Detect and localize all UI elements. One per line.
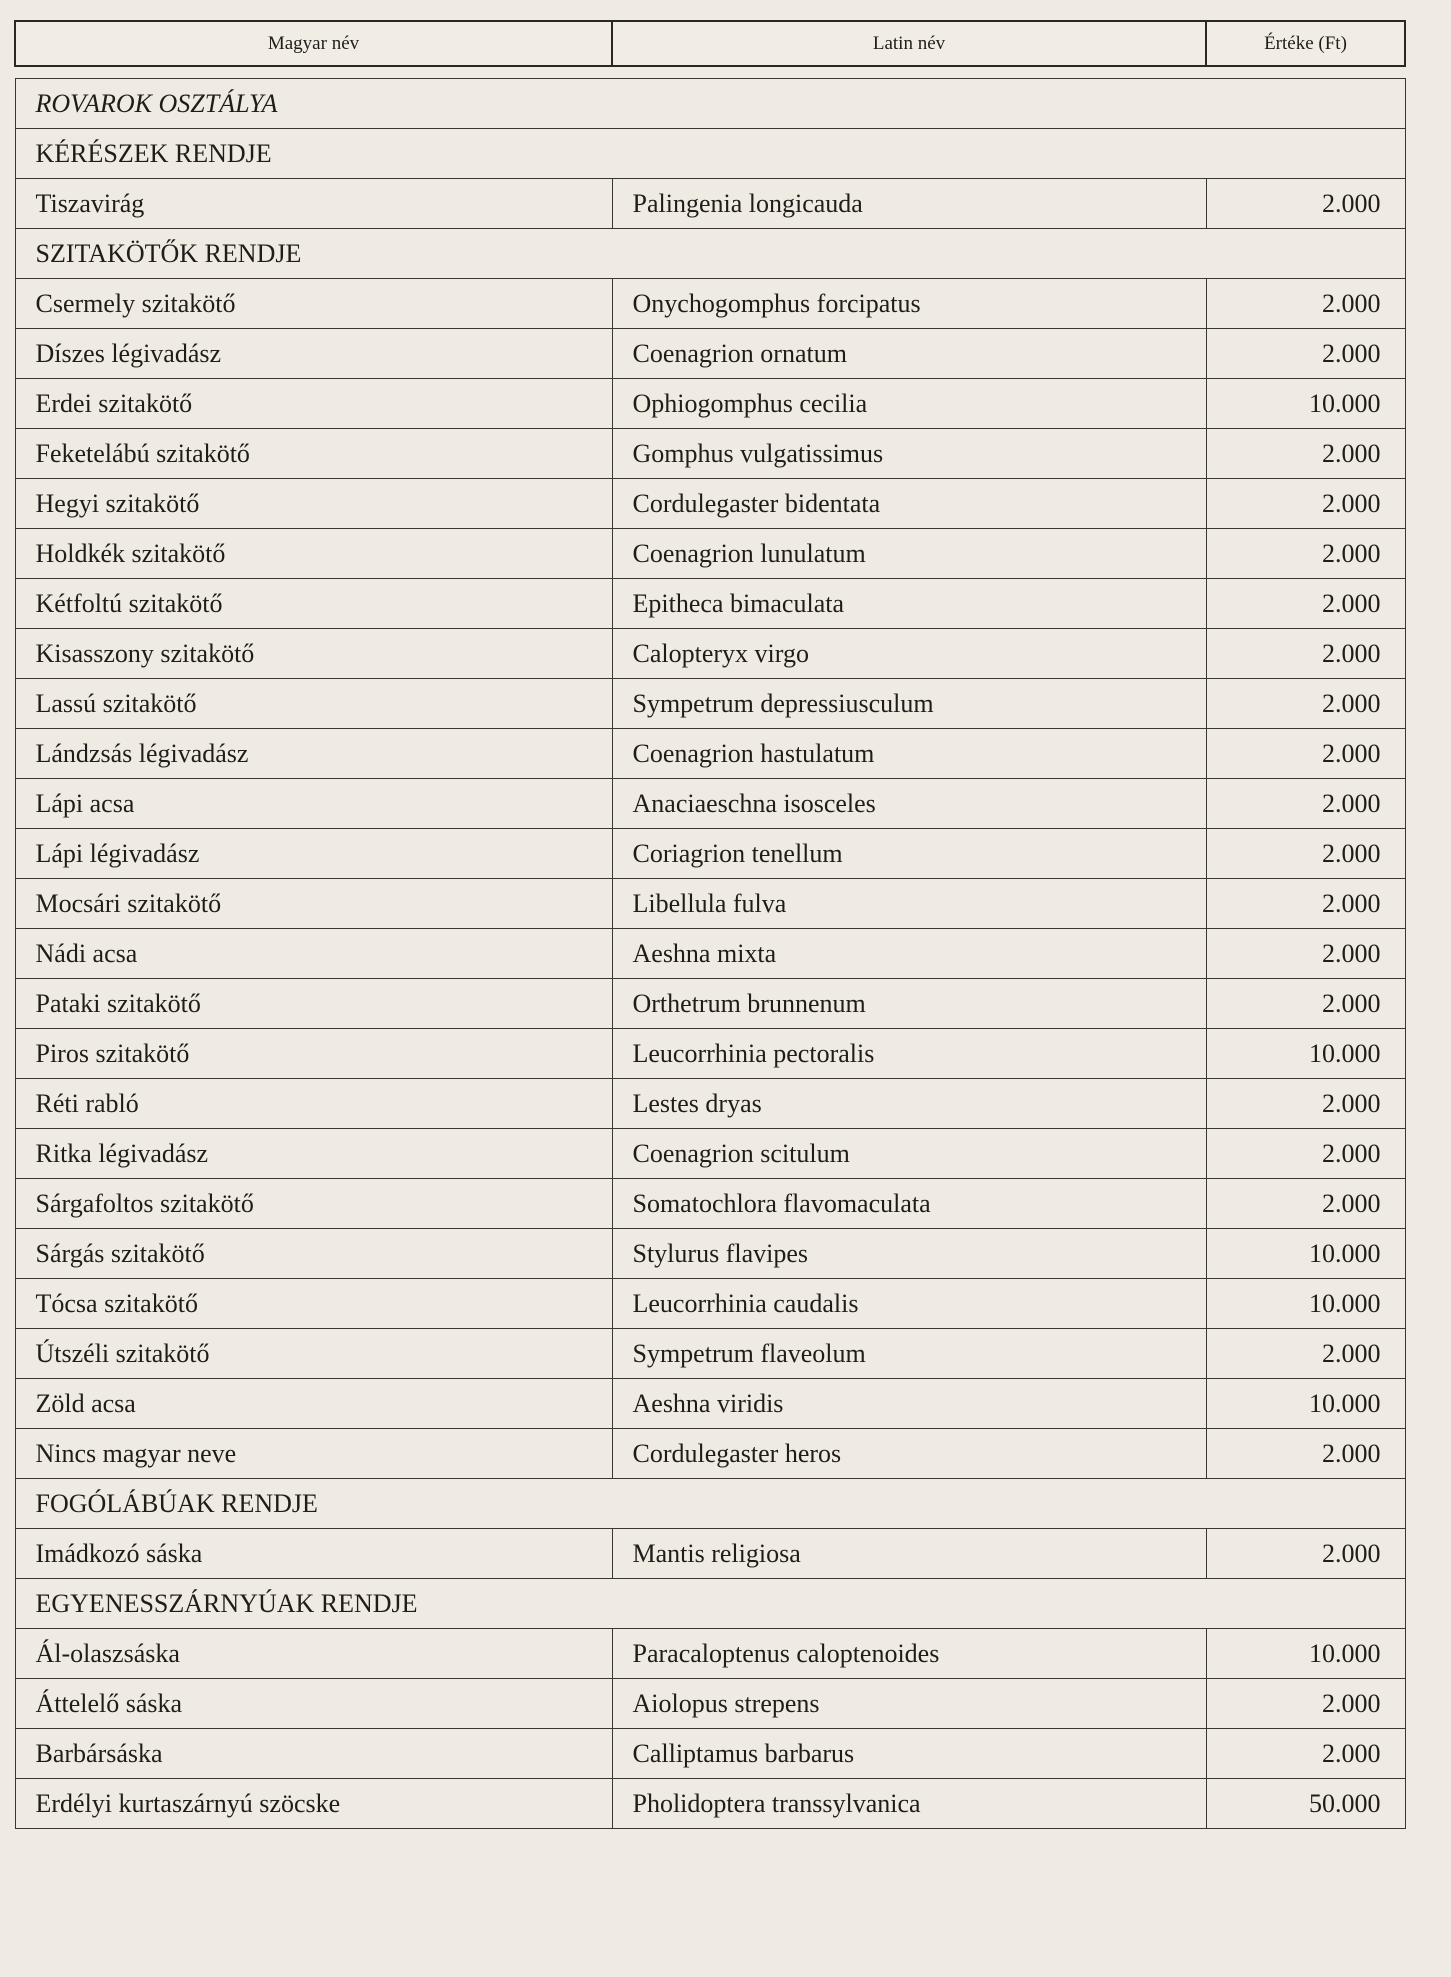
hungarian-name-cell: Feketelábú szitakötő bbox=[15, 429, 612, 479]
value-cell: 2.000 bbox=[1206, 1079, 1405, 1129]
section-heading: SZITAKÖTŐK RENDJE bbox=[15, 229, 1405, 279]
species-value-table bbox=[14, 20, 1406, 1829]
hungarian-name-cell: Csermely szitakötő bbox=[15, 279, 612, 329]
table-row bbox=[15, 879, 1405, 929]
hungarian-name-cell: Lassú szitakötő bbox=[15, 679, 612, 729]
hungarian-name-cell: Lápi légivadász bbox=[15, 829, 612, 879]
table-row bbox=[15, 1779, 1405, 1829]
latin-name-cell: Pholidoptera transsylvanica bbox=[612, 1779, 1206, 1829]
value-cell: 2.000 bbox=[1206, 529, 1405, 579]
table-row bbox=[15, 1329, 1405, 1379]
section-row bbox=[15, 129, 1405, 179]
table-row bbox=[15, 929, 1405, 979]
hungarian-name-cell: Réti rabló bbox=[15, 1079, 612, 1129]
latin-name-cell: Coenagrion scitulum bbox=[612, 1129, 1206, 1179]
hungarian-name-cell: Zöld acsa bbox=[15, 1379, 612, 1429]
hungarian-name-cell: Kisasszony szitakötő bbox=[15, 629, 612, 679]
hungarian-name-cell: Tócsa szitakötő bbox=[15, 1279, 612, 1329]
table-row bbox=[15, 279, 1405, 329]
species-value-table-page bbox=[14, 20, 1404, 1829]
value-cell: 2.000 bbox=[1206, 1679, 1405, 1729]
value-cell: 10.000 bbox=[1206, 379, 1405, 429]
latin-name-cell: Aeshna mixta bbox=[612, 929, 1206, 979]
value-cell: 10.000 bbox=[1206, 1629, 1405, 1679]
table-row bbox=[15, 1679, 1405, 1729]
latin-name-cell: Coenagrion ornatum bbox=[612, 329, 1206, 379]
table-row bbox=[15, 1079, 1405, 1129]
latin-name-cell: Libellula fulva bbox=[612, 879, 1206, 929]
table-row bbox=[15, 679, 1405, 729]
hungarian-name-cell: Hegyi szitakötő bbox=[15, 479, 612, 529]
value-cell: 2.000 bbox=[1206, 629, 1405, 679]
latin-name-cell: Somatochlora flavomaculata bbox=[612, 1179, 1206, 1229]
value-cell: 2.000 bbox=[1206, 329, 1405, 379]
section-heading: EGYENESSZÁRNYÚAK RENDJE bbox=[15, 1579, 1405, 1629]
column-header-hungarian-name: Magyar név bbox=[15, 21, 612, 66]
value-cell: 2.000 bbox=[1206, 1179, 1405, 1229]
value-cell: 2.000 bbox=[1206, 479, 1405, 529]
hungarian-name-cell: Sárgafoltos szitakötő bbox=[15, 1179, 612, 1229]
hungarian-name-cell: Nincs magyar neve bbox=[15, 1429, 612, 1479]
column-header-latin-name: Latin név bbox=[612, 21, 1206, 66]
latin-name-cell: Orthetrum brunnenum bbox=[612, 979, 1206, 1029]
latin-name-cell: Mantis religiosa bbox=[612, 1529, 1206, 1579]
latin-name-cell: Coenagrion lunulatum bbox=[612, 529, 1206, 579]
hungarian-name-cell: Díszes légivadász bbox=[15, 329, 612, 379]
latin-name-cell: Onychogomphus forcipatus bbox=[612, 279, 1206, 329]
table-row bbox=[15, 979, 1405, 1029]
value-cell: 2.000 bbox=[1206, 879, 1405, 929]
table-row bbox=[15, 529, 1405, 579]
column-header-value: Értéke (Ft) bbox=[1206, 21, 1405, 66]
hungarian-name-cell: Holdkék szitakötő bbox=[15, 529, 612, 579]
value-cell: 2.000 bbox=[1206, 929, 1405, 979]
value-cell: 2.000 bbox=[1206, 429, 1405, 479]
hungarian-name-cell: Ritka légivadász bbox=[15, 1129, 612, 1179]
value-cell: 2.000 bbox=[1206, 779, 1405, 829]
hungarian-name-cell: Kétfoltú szitakötő bbox=[15, 579, 612, 629]
table-row bbox=[15, 179, 1405, 229]
value-cell: 2.000 bbox=[1206, 829, 1405, 879]
table-row bbox=[15, 579, 1405, 629]
hungarian-name-cell: Áttelelő sáska bbox=[15, 1679, 612, 1729]
hungarian-name-cell: Lándzsás légivadász bbox=[15, 729, 612, 779]
value-cell: 2.000 bbox=[1206, 1329, 1405, 1379]
value-cell: 2.000 bbox=[1206, 179, 1405, 229]
latin-name-cell: Stylurus flavipes bbox=[612, 1229, 1206, 1279]
latin-name-cell: Aeshna viridis bbox=[612, 1379, 1206, 1429]
table-row bbox=[15, 1629, 1405, 1679]
hungarian-name-cell: Erdélyi kurtaszárnyú szöcske bbox=[15, 1779, 612, 1829]
section-heading: FOGÓLÁBÚAK RENDJE bbox=[15, 1479, 1405, 1529]
latin-name-cell: Epitheca bimaculata bbox=[612, 579, 1206, 629]
table-row bbox=[15, 1279, 1405, 1329]
latin-name-cell: Leucorrhinia pectoralis bbox=[612, 1029, 1206, 1079]
table-body bbox=[15, 79, 1405, 1829]
hungarian-name-cell: Pataki szitakötő bbox=[15, 979, 612, 1029]
table-row bbox=[15, 729, 1405, 779]
table-row bbox=[15, 629, 1405, 679]
section-row bbox=[15, 79, 1405, 129]
latin-name-cell: Paracaloptenus caloptenoides bbox=[612, 1629, 1206, 1679]
table-row bbox=[15, 779, 1405, 829]
table-row bbox=[15, 479, 1405, 529]
section-row bbox=[15, 1579, 1405, 1629]
latin-name-cell: Sympetrum depressiusculum bbox=[612, 679, 1206, 729]
hungarian-name-cell: Imádkozó sáska bbox=[15, 1529, 612, 1579]
table-row bbox=[15, 1729, 1405, 1779]
hungarian-name-cell: Piros szitakötő bbox=[15, 1029, 612, 1079]
latin-name-cell: Coenagrion hastulatum bbox=[612, 729, 1206, 779]
table-row bbox=[15, 379, 1405, 429]
table-row bbox=[15, 329, 1405, 379]
section-row bbox=[15, 1479, 1405, 1529]
latin-name-cell: Cordulegaster heros bbox=[612, 1429, 1206, 1479]
table-row bbox=[15, 1129, 1405, 1179]
section-heading: ROVAROK OSZTÁLYA bbox=[15, 79, 1405, 129]
value-cell: 2.000 bbox=[1206, 579, 1405, 629]
latin-name-cell: Sympetrum flaveolum bbox=[612, 1329, 1206, 1379]
header-row bbox=[15, 21, 1405, 66]
value-cell: 50.000 bbox=[1206, 1779, 1405, 1829]
latin-name-cell: Aiolopus strepens bbox=[612, 1679, 1206, 1729]
hungarian-name-cell: Erdei szitakötő bbox=[15, 379, 612, 429]
section-row bbox=[15, 229, 1405, 279]
latin-name-cell: Leucorrhinia caudalis bbox=[612, 1279, 1206, 1329]
section-heading: KÉRÉSZEK RENDJE bbox=[15, 129, 1405, 179]
latin-name-cell: Calliptamus barbarus bbox=[612, 1729, 1206, 1779]
hungarian-name-cell: Mocsári szitakötő bbox=[15, 879, 612, 929]
table-row bbox=[15, 1529, 1405, 1579]
value-cell: 2.000 bbox=[1206, 1129, 1405, 1179]
value-cell: 2.000 bbox=[1206, 679, 1405, 729]
hungarian-name-cell: Lápi acsa bbox=[15, 779, 612, 829]
value-cell: 10.000 bbox=[1206, 1379, 1405, 1429]
table-row bbox=[15, 1029, 1405, 1079]
latin-name-cell: Ophiogomphus cecilia bbox=[612, 379, 1206, 429]
hungarian-name-cell: Tiszavirág bbox=[15, 179, 612, 229]
hungarian-name-cell: Nádi acsa bbox=[15, 929, 612, 979]
value-cell: 2.000 bbox=[1206, 729, 1405, 779]
value-cell: 2.000 bbox=[1206, 1529, 1405, 1579]
value-cell: 2.000 bbox=[1206, 279, 1405, 329]
value-cell: 2.000 bbox=[1206, 979, 1405, 1029]
hungarian-name-cell: Barbársáska bbox=[15, 1729, 612, 1779]
table-row bbox=[15, 1179, 1405, 1229]
value-cell: 10.000 bbox=[1206, 1279, 1405, 1329]
table-row bbox=[15, 1379, 1405, 1429]
latin-name-cell: Palingenia longicauda bbox=[612, 179, 1206, 229]
hungarian-name-cell: Útszéli szitakötő bbox=[15, 1329, 612, 1379]
latin-name-cell: Coriagrion tenellum bbox=[612, 829, 1206, 879]
latin-name-cell: Cordulegaster bidentata bbox=[612, 479, 1206, 529]
latin-name-cell: Anaciaeschna isosceles bbox=[612, 779, 1206, 829]
hungarian-name-cell: Ál-olaszsáska bbox=[15, 1629, 612, 1679]
value-cell: 2.000 bbox=[1206, 1429, 1405, 1479]
value-cell: 2.000 bbox=[1206, 1729, 1405, 1779]
value-cell: 10.000 bbox=[1206, 1029, 1405, 1079]
table-row bbox=[15, 1229, 1405, 1279]
table-row bbox=[15, 829, 1405, 879]
latin-name-cell: Lestes dryas bbox=[612, 1079, 1206, 1129]
hungarian-name-cell: Sárgás szitakötő bbox=[15, 1229, 612, 1279]
latin-name-cell: Gomphus vulgatissimus bbox=[612, 429, 1206, 479]
table-row bbox=[15, 429, 1405, 479]
latin-name-cell: Calopteryx virgo bbox=[612, 629, 1206, 679]
value-cell: 10.000 bbox=[1206, 1229, 1405, 1279]
table-row bbox=[15, 1429, 1405, 1479]
